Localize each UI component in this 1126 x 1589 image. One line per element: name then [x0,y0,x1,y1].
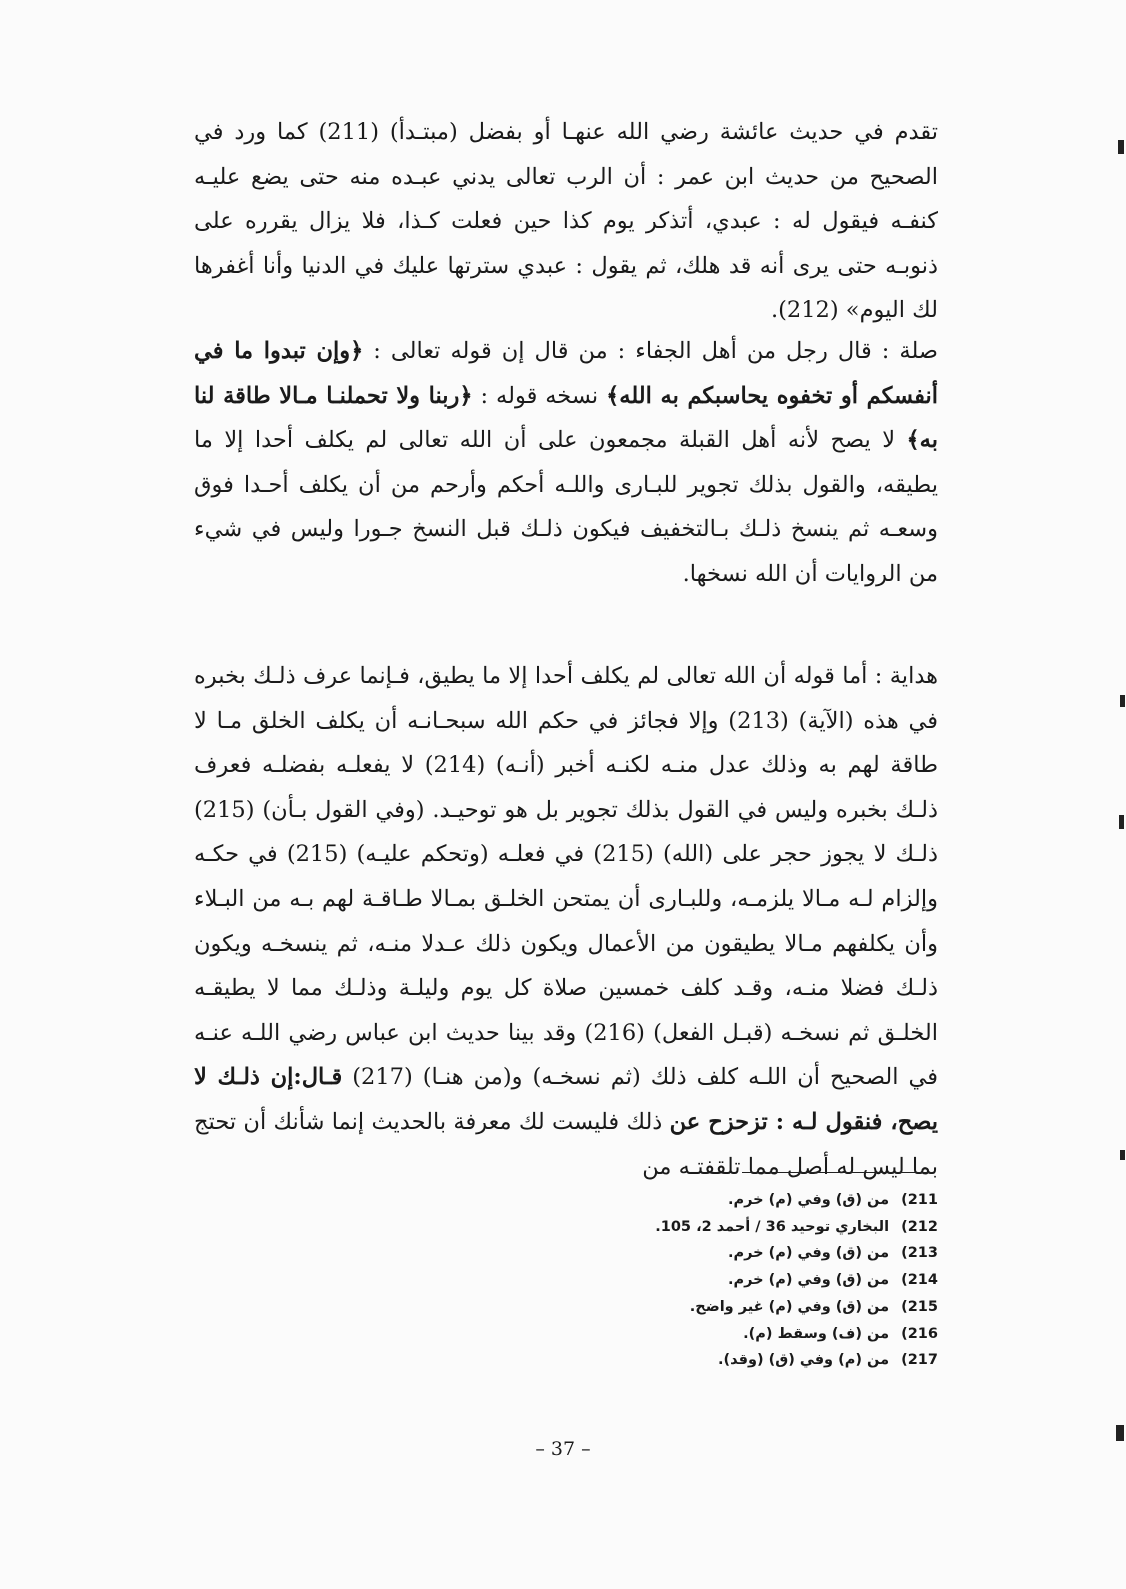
footnote-number: 211) [901,1192,938,1208]
scan-mark [1120,695,1125,707]
footnote-number: 216) [901,1325,938,1342]
footnote-item [438,1321,938,1348]
footnote-number: 212) [901,1218,938,1235]
footnote-separator [742,1172,932,1173]
footnote-number: 217) [901,1352,938,1369]
footnote-text: من (ق) وفي (م) غير واضح. [689,1298,890,1315]
footnote-item [438,1347,938,1374]
quranic-verse: ﴿وإن تبدوا ما في أنفسكم أو تخفوه يحاسبكم به الله﴾ [194,338,939,409]
footnote-item [438,1294,938,1321]
footnote-text: البخاري توحيد 36 / أحمد 2، 105. [655,1218,890,1235]
footnote-text: من (م) وفي (ق) (وقد). [717,1352,890,1369]
paragraph-text: نسخه قوله : [480,382,599,409]
paragraph-body [194,654,938,1189]
footnote-number: 214) [901,1272,938,1289]
footnote-item [438,1267,938,1294]
footnote-number: 213) [901,1245,938,1262]
footnote-number: 215) [901,1298,938,1315]
footnote-item [438,1214,938,1241]
footnote-item [438,1187,938,1214]
paragraph-text: لا يصح لأنه أهل القبلة مجمعون على أن الله تعالى لم يكلف أحدا إلا ما يطيقه، والقول بذلك تجوير للبـارى واللـه أحكم وأرحم من أن يكلف أحـدا فوق وسعـه ثم ينسخ ذلـك بـالتخفيف فيكون ذلـك قبل النسخ جـورا وليس في شيء من الروايات أن الله نسخها. [194,427,938,587]
footnote-text: من (ف) وسقط (م). [743,1325,890,1342]
footnote-text: من (ق) وفي (م) خرم. [727,1272,890,1289]
scan-mark [1118,140,1124,154]
quranic-verse: ﴿ربنا ولا تحملنـا مـالا طاقة لنا به﴾ [194,382,938,454]
paragraph-hadith [194,110,938,333]
paragraph-intro: صلة : قال رجل من أهل الجفاء : من قال إن قوله تعالى : [373,338,938,364]
paragraph-body [194,329,938,597]
scan-mark [1119,815,1124,829]
bold-phrase: قـال:إن ذلـك لا يصح، فنقول لـه : تزحزح عن [194,1064,938,1135]
page-number: – 37 – [535,1438,591,1460]
footnotes-list [438,1187,938,1374]
paragraph-text: ذلك فليست لك معرفة بالحديث إنما شأنك أن تحتج بما ليس له أصل مما تلقفتـه من [194,1108,938,1180]
scan-mark [1120,1150,1125,1160]
paragraph-sila [194,329,938,597]
paragraph-text: تقدم في حديث عائشة رضي الله عنهـا أو بفضل (مبتـدأ) (211) كما ورد في الصحيح من حديث ابن عمر : أن الرب تعالى يدني عبـده منه حتى يضع عليـه كنفـه فيقول له : عبدي، أتذكر يوم كذا حين فعلت كـذا، فلا يزال يقرره على ذنوبـه حتى يرى أنه قد هلك، ثم يقول : عبدي سترتها عليك في الدنيا وأنا أغفرها لك اليوم» (212). [194,119,938,324]
paragraph-text: هداية : أما قوله أن الله تعالى لم يكلف أحدا إلا ما يطيق، فـإنما عرف ذلـك بخبره في هذه (الآية) (213) وإلا فجائز في حكم الله سبحـانـه أن يكلف الخلق مـا لا طاقة لهم به وذلك عدل منـه لكنـه أخبر (أنـه) (214) لا يفعلـه بفضلـه فعرف ذلـك بخبره وليس في القول بذلك تجوير بل هو توحيـد. (وفي القول بـأن) (215) ذلـك لا يجوز حجر على (الله) (215) في فعلـه (وتحكم عليـه) (215) في حكـه وإلزام لـه مـالا يلزمـه، وللبـارى أن يمتحن الخلـق بمـالا طـاقـة لهم بـه من البـلاء وأن يكلفهم مـالا يطيقون من الأعمال ويكون ذلك عـدلا منـه، ثم ينسخـه ويكون ذلـك فضلا منـه، وقـد كلف خمسين صلاة كل يوم وليلـة وذلـك مما لا يطيقـه الخلـق ثم نسخـه (قبـل الفعل) (216) وقد بينا حديث ابن عباس رضي اللـه عنـه في الصحيح أن اللـه كلف ذلك (ثم نسخـه) و(من هنـا) (217) [194,663,939,1091]
footnote-text: من (ق) وفي (م) خرم. [727,1192,890,1208]
paragraph-hidaya [194,654,938,1189]
footnote-text: من (ق) وفي (م) خرم. [727,1245,890,1262]
footnote-item [438,1240,938,1267]
